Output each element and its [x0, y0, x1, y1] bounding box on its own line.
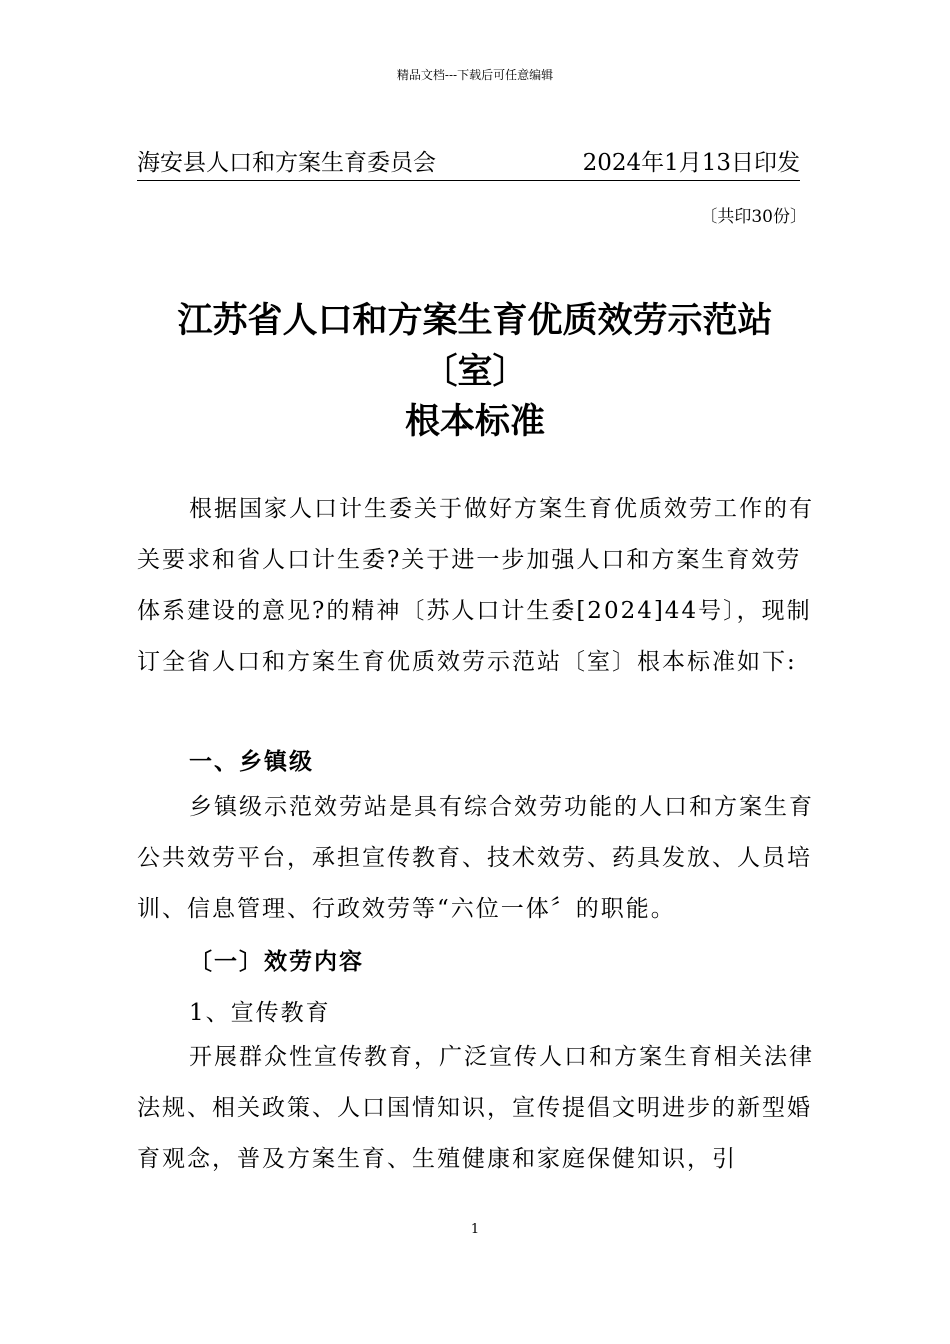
issue-date: 2024年1月13日印发 — [582, 150, 800, 176]
header-note: 精品文档---下载后可任意编辑 — [396, 68, 554, 82]
page-number: 1 — [470, 1222, 480, 1237]
copies-note: 〔共印30份〕 — [700, 207, 807, 227]
issuer-org: 海安县人口和方案生育委员会 — [137, 150, 436, 176]
subsection-heading: 〔一〕效劳内容 — [189, 949, 364, 975]
section-heading: 一、乡镇级 — [189, 749, 314, 775]
item-title: 1、宣传教育 — [189, 1000, 331, 1026]
section-description: 乡镇级示范效劳站是具有综合效劳功能的人口和方案生育公共效劳平台，承担宣传教育、技术效劳、药具发放、人员培训、信息管理、行政效劳等“六位一体〞的职能。 — [137, 794, 814, 922]
title-line-2: 〔室〕 — [422, 352, 528, 392]
title-line-1: 江苏省人口和方案生育优质效劳示范站 — [177, 301, 773, 341]
item-paragraph: 开展群众性宣传教育，广泛宣传人口和方案生育相关法律法规、相关政策、人口国情知识，宣传提倡文明进步的新型婚育观念，普及方案生育、生殖健康和家庭保健知识，引 — [137, 1044, 814, 1172]
intro-paragraph: 根据国家人口计生委关于做好方案生育优质效劳工作的有关要求和省人口计生委?关于进一步加强人口和方案生育效劳体系建设的意见?的精神〔苏人口计生委[2024]44号〕，现制订全省人口和方案生育优质效劳示范站〔室〕根本标准如下: — [137, 496, 814, 675]
title-line-3: 根本标准 — [404, 402, 545, 442]
issuer-line — [137, 148, 800, 181]
